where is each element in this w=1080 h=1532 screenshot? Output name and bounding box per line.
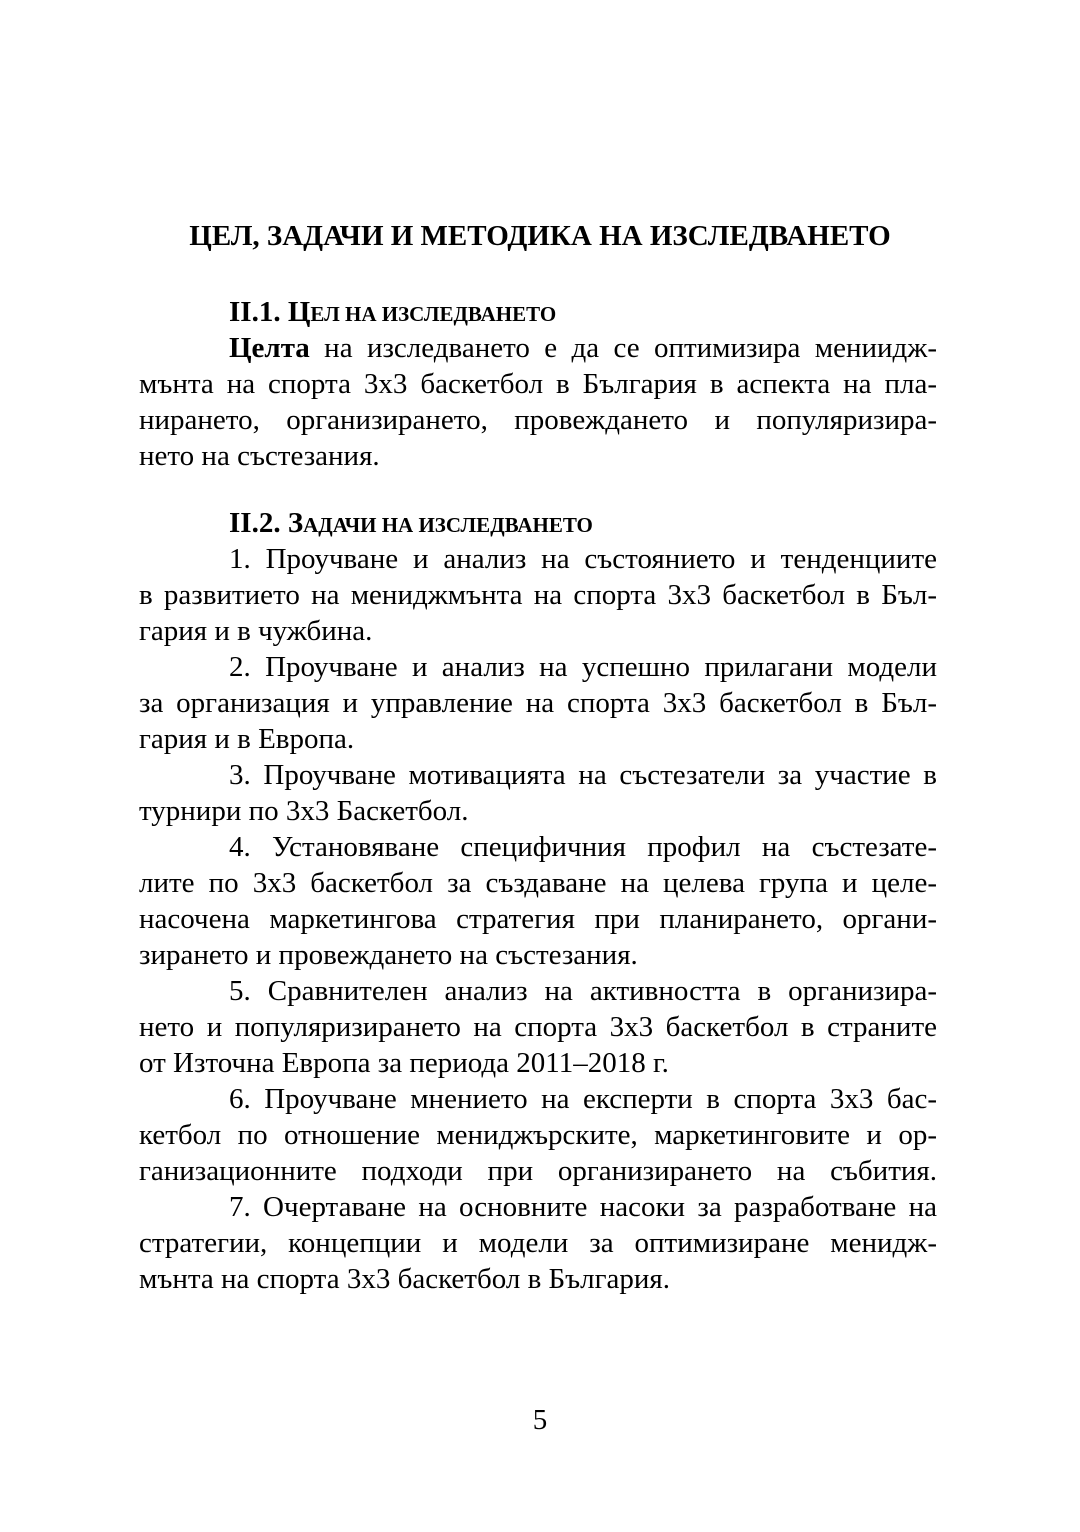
- task-line: стратегии, концепции и модели за оптимизиране менидж-: [139, 1227, 937, 1259]
- paragraph-line: нирането, организирането, провеждането и популяризира-: [139, 404, 937, 436]
- paragraph-line: нето на състезания.: [139, 440, 380, 472]
- paragraph-line: [229, 330, 937, 366]
- task-line: 6. Проучване мнението на експерти в спорта 3х3 бас-: [229, 1083, 937, 1115]
- task-line: гария и в Европа.: [139, 723, 355, 755]
- page-title: ЦЕЛ, ЗАДАЧИ И МЕТОДИКА НА ИЗСЛЕДВАНЕТО: [189, 220, 891, 252]
- section-heading-tasks: [229, 505, 937, 543]
- paragraph-line: мънта на спорта 3х3 баскетбол в България в аспекта на пла-: [139, 368, 937, 400]
- task-line: ганизационните подходи при организирането на събития.: [139, 1155, 937, 1187]
- task-line: нето и популяризирането на спорта 3х3 баскетбол в страните: [139, 1011, 937, 1043]
- section-heading-initial: Ц: [287, 296, 311, 328]
- goal-lead-word: Целта: [229, 332, 310, 364]
- section-heading-text: АДАЧИ НА ИЗСЛЕДВАНЕТО: [303, 513, 593, 537]
- task-line: 2. Проучване и анализ на успешно прилагани модели: [229, 651, 937, 683]
- task-line: 7. Очертаване на основните насоки за разработване на: [229, 1191, 937, 1223]
- goal-line-text: на изследването е да се оптимизира мениидж-: [309, 332, 937, 364]
- section-heading-initial: З: [287, 507, 304, 539]
- page-number: 5: [532, 1404, 548, 1436]
- section-heading-text: ЕЛ НА ИЗСЛЕДВАНЕТО: [310, 302, 557, 326]
- section-number: II.2.: [229, 507, 288, 539]
- task-line: мънта на спорта 3х3 баскетбол в България.: [139, 1263, 671, 1295]
- task-line: 1. Проучване и анализ на състоянието и тенденциите: [229, 543, 937, 575]
- task-line: кетбол по отношение мениджърските, маркетинговите и ор-: [139, 1119, 937, 1151]
- task-line: за организация и управление на спорта 3х3 баскетбол в Бъл-: [139, 687, 937, 719]
- task-line: от Източна Европа за периода 2011–2018 г.: [139, 1047, 669, 1079]
- task-line: в развитието на мениджмънта на спорта 3х3 баскетбол в Бъл-: [139, 579, 937, 611]
- section-heading-goal: [229, 294, 937, 332]
- section-number: II.1.: [229, 296, 288, 328]
- task-line: 3. Проучване мотивацията на състезатели за участие в: [229, 759, 937, 791]
- task-line: турнири по 3х3 Баскетбол.: [139, 795, 469, 827]
- task-line: 4. Установяване специфичния профил на състезате-: [229, 831, 937, 863]
- task-line: лите по 3х3 баскетбол за създаване на целева група и целе-: [139, 867, 937, 899]
- task-line: гария и в чужбина.: [139, 615, 373, 647]
- task-line: 5. Сравнителен анализ на активността в организира-: [229, 975, 937, 1007]
- task-line: зирането и провеждането на състезания.: [139, 939, 638, 971]
- task-line: насочена маркетингова стратегия при планирането, органи-: [139, 903, 937, 935]
